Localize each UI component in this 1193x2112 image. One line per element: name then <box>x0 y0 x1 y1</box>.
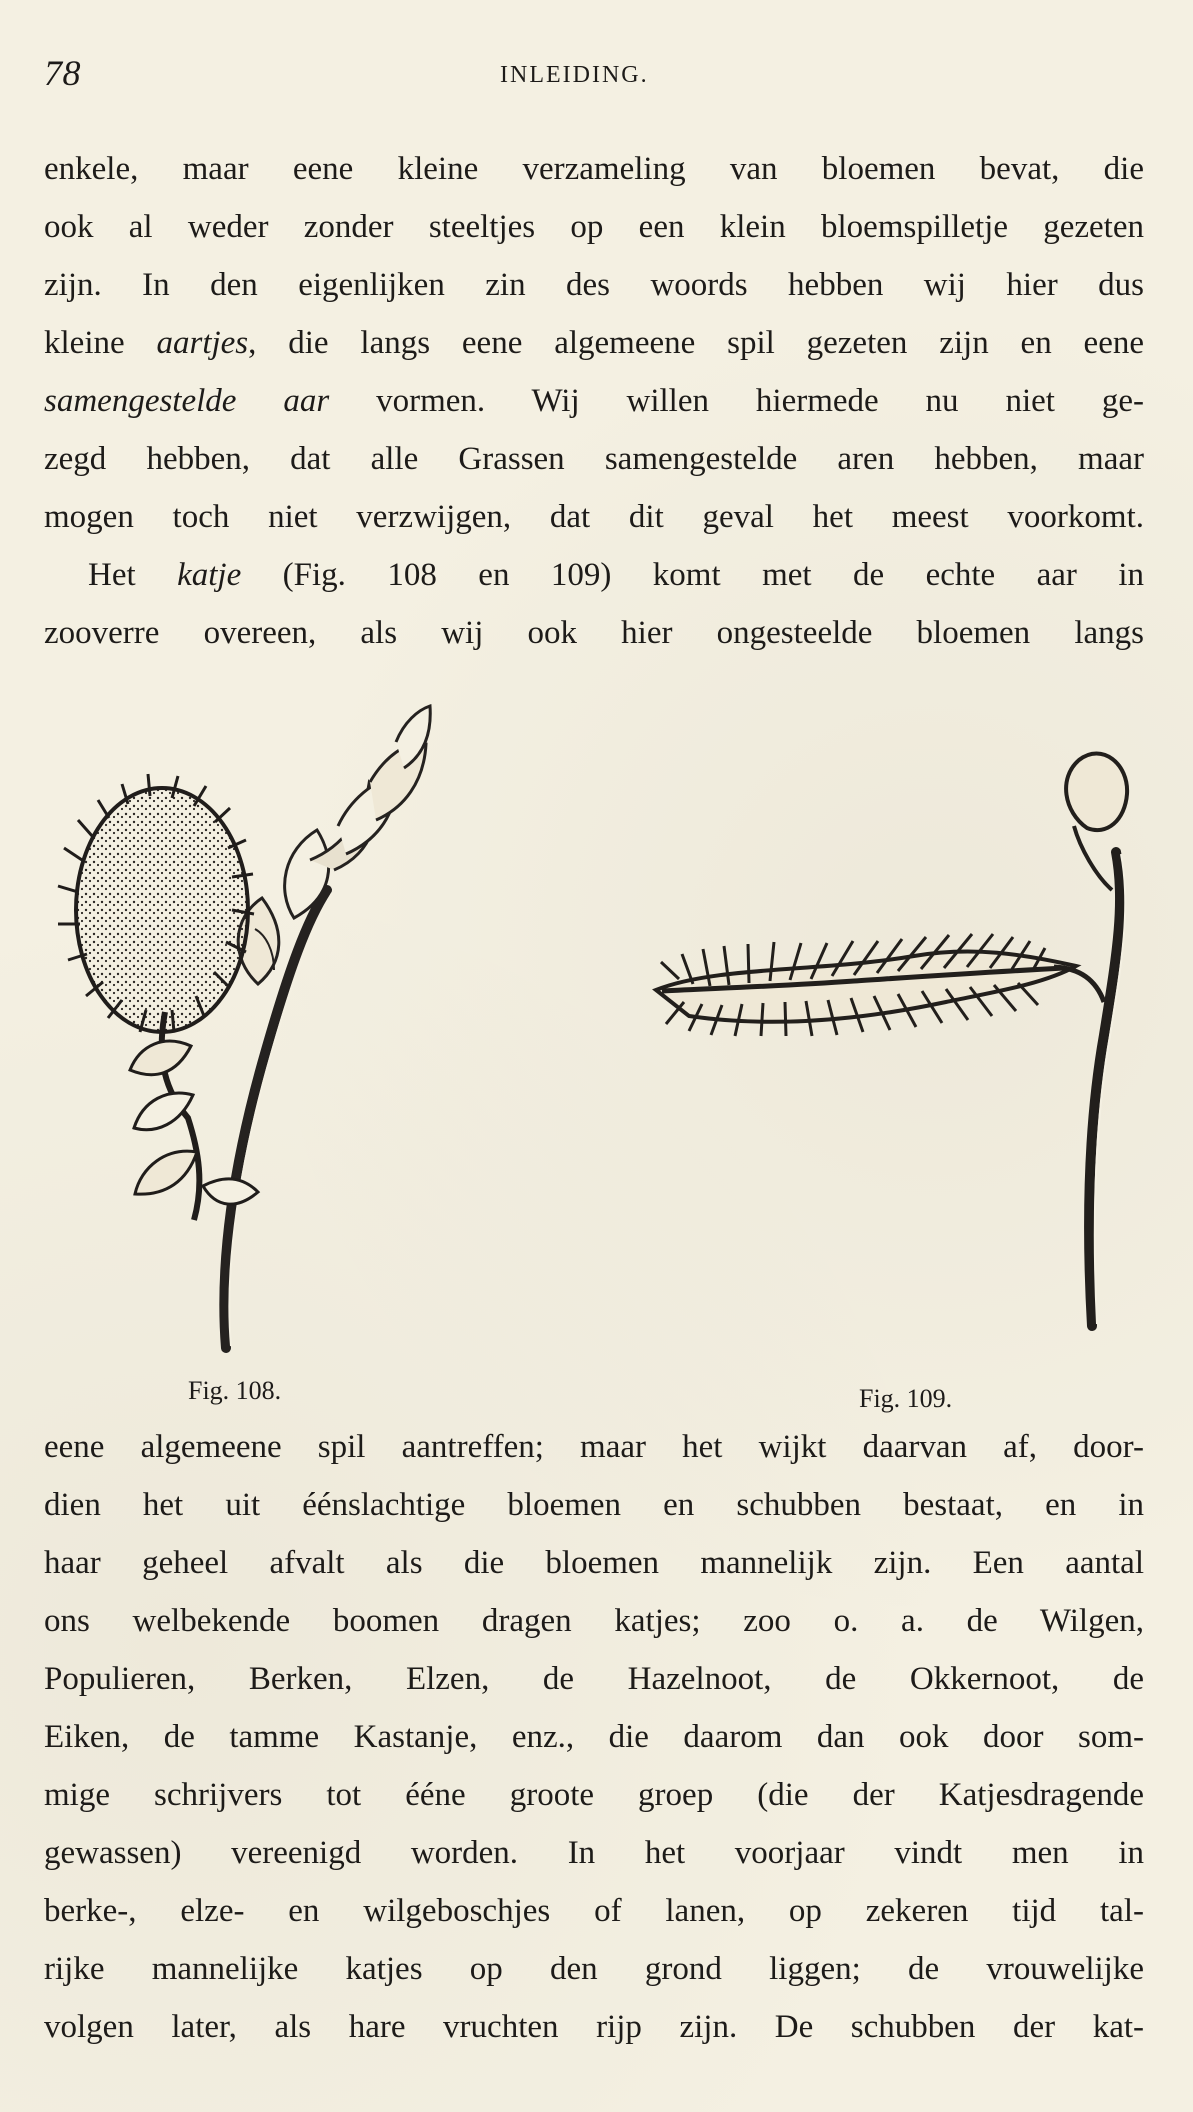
text-line: mogen toch niet verzwijgen, dat dit geval het meest voorkomt. <box>44 499 1144 535</box>
text-line: enkele, maar eene kleine verzameling van bloemen bevat, die <box>44 151 1144 187</box>
page-number: 78 <box>44 53 81 93</box>
text-line: gewassen) vereenigd worden. In het voorjaar vindt men in <box>44 1835 1144 1871</box>
text-fragment: vormen. Wij willen hiermede nu niet ge- <box>329 383 1144 419</box>
female-catkin-illustration <box>634 740 1154 1360</box>
text-line-with-emphasis <box>44 546 1144 604</box>
text-block-bottom <box>44 1418 1144 2056</box>
chapter-title: INLEIDING. <box>500 62 649 88</box>
figure-108 <box>44 700 494 1405</box>
text-fragment: (Fig. 108 en 109) komt met de echte aar in <box>241 557 1144 593</box>
text-line: zijn. In den eigenlijken zin des woords hebben wij hier dus <box>44 267 1144 303</box>
text-line-with-emphasis <box>44 314 1144 372</box>
text-line: haar geheel afvalt als die bloemen mannelijk zijn. Een aantal <box>44 1545 1144 1581</box>
text-line: dien het uit éénslachtige bloemen en schubben bestaat, en in <box>44 1487 1144 1523</box>
text-line: zegd hebben, dat alle Grassen samengestelde aren hebben, maar <box>44 441 1144 477</box>
text-line: eene algemeene spil aantreffen; maar het wijkt daarvan af, door- <box>44 1429 1144 1465</box>
text-fragment: , die langs eene algemeene spil gezeten zijn en eene <box>248 325 1144 361</box>
figure-109 <box>634 740 1154 1413</box>
text-line-with-emphasis <box>44 372 1144 430</box>
emphasized-term-aartjes: aartjes <box>156 325 249 361</box>
text-fragment: kleine <box>44 325 157 361</box>
running-head <box>0 0 1193 120</box>
text-line: berke-, elze- en wilgeboschjes of lanen, op zekeren tijd tal- <box>44 1893 1144 1929</box>
emphasized-term-katje: katje <box>177 557 242 593</box>
emphasized-term-samengestelde-aar: samengestelde aar <box>44 383 330 419</box>
text-line: zooverre overeen, als wij ook hier ongesteelde bloemen langs <box>44 615 1144 651</box>
male-catkin-illustration <box>44 700 494 1350</box>
text-line: Populieren, Berken, Elzen, de Hazelnoot, de Okkernoot, de <box>44 1661 1144 1697</box>
figure-caption-108: Fig. 108. <box>188 1376 282 1405</box>
text-block-top <box>44 140 1144 662</box>
figure-area <box>44 700 1154 1413</box>
text-line: rijke mannelijke katjes op den grond liggen; de vrouwelijke <box>44 1951 1144 1987</box>
text-line: ons welbekende boomen dragen katjes; zoo o. a. de Wilgen, <box>44 1603 1144 1639</box>
text-line: Eiken, de tamme Kastanje, enz., die daarom dan ook door som- <box>44 1719 1144 1755</box>
text-line: ook al weder zonder steeltjes op een klein bloemspilletje gezeten <box>44 209 1144 245</box>
text-line: volgen later, als hare vruchten rijp zijn. De schubben der kat- <box>44 2009 1144 2045</box>
text-line: mige schrijvers tot éénе groote groep (die der Katjesdragende <box>44 1777 1144 1813</box>
text-fragment: Het <box>88 557 178 593</box>
figure-caption-109: Fig. 109. <box>859 1384 953 1413</box>
